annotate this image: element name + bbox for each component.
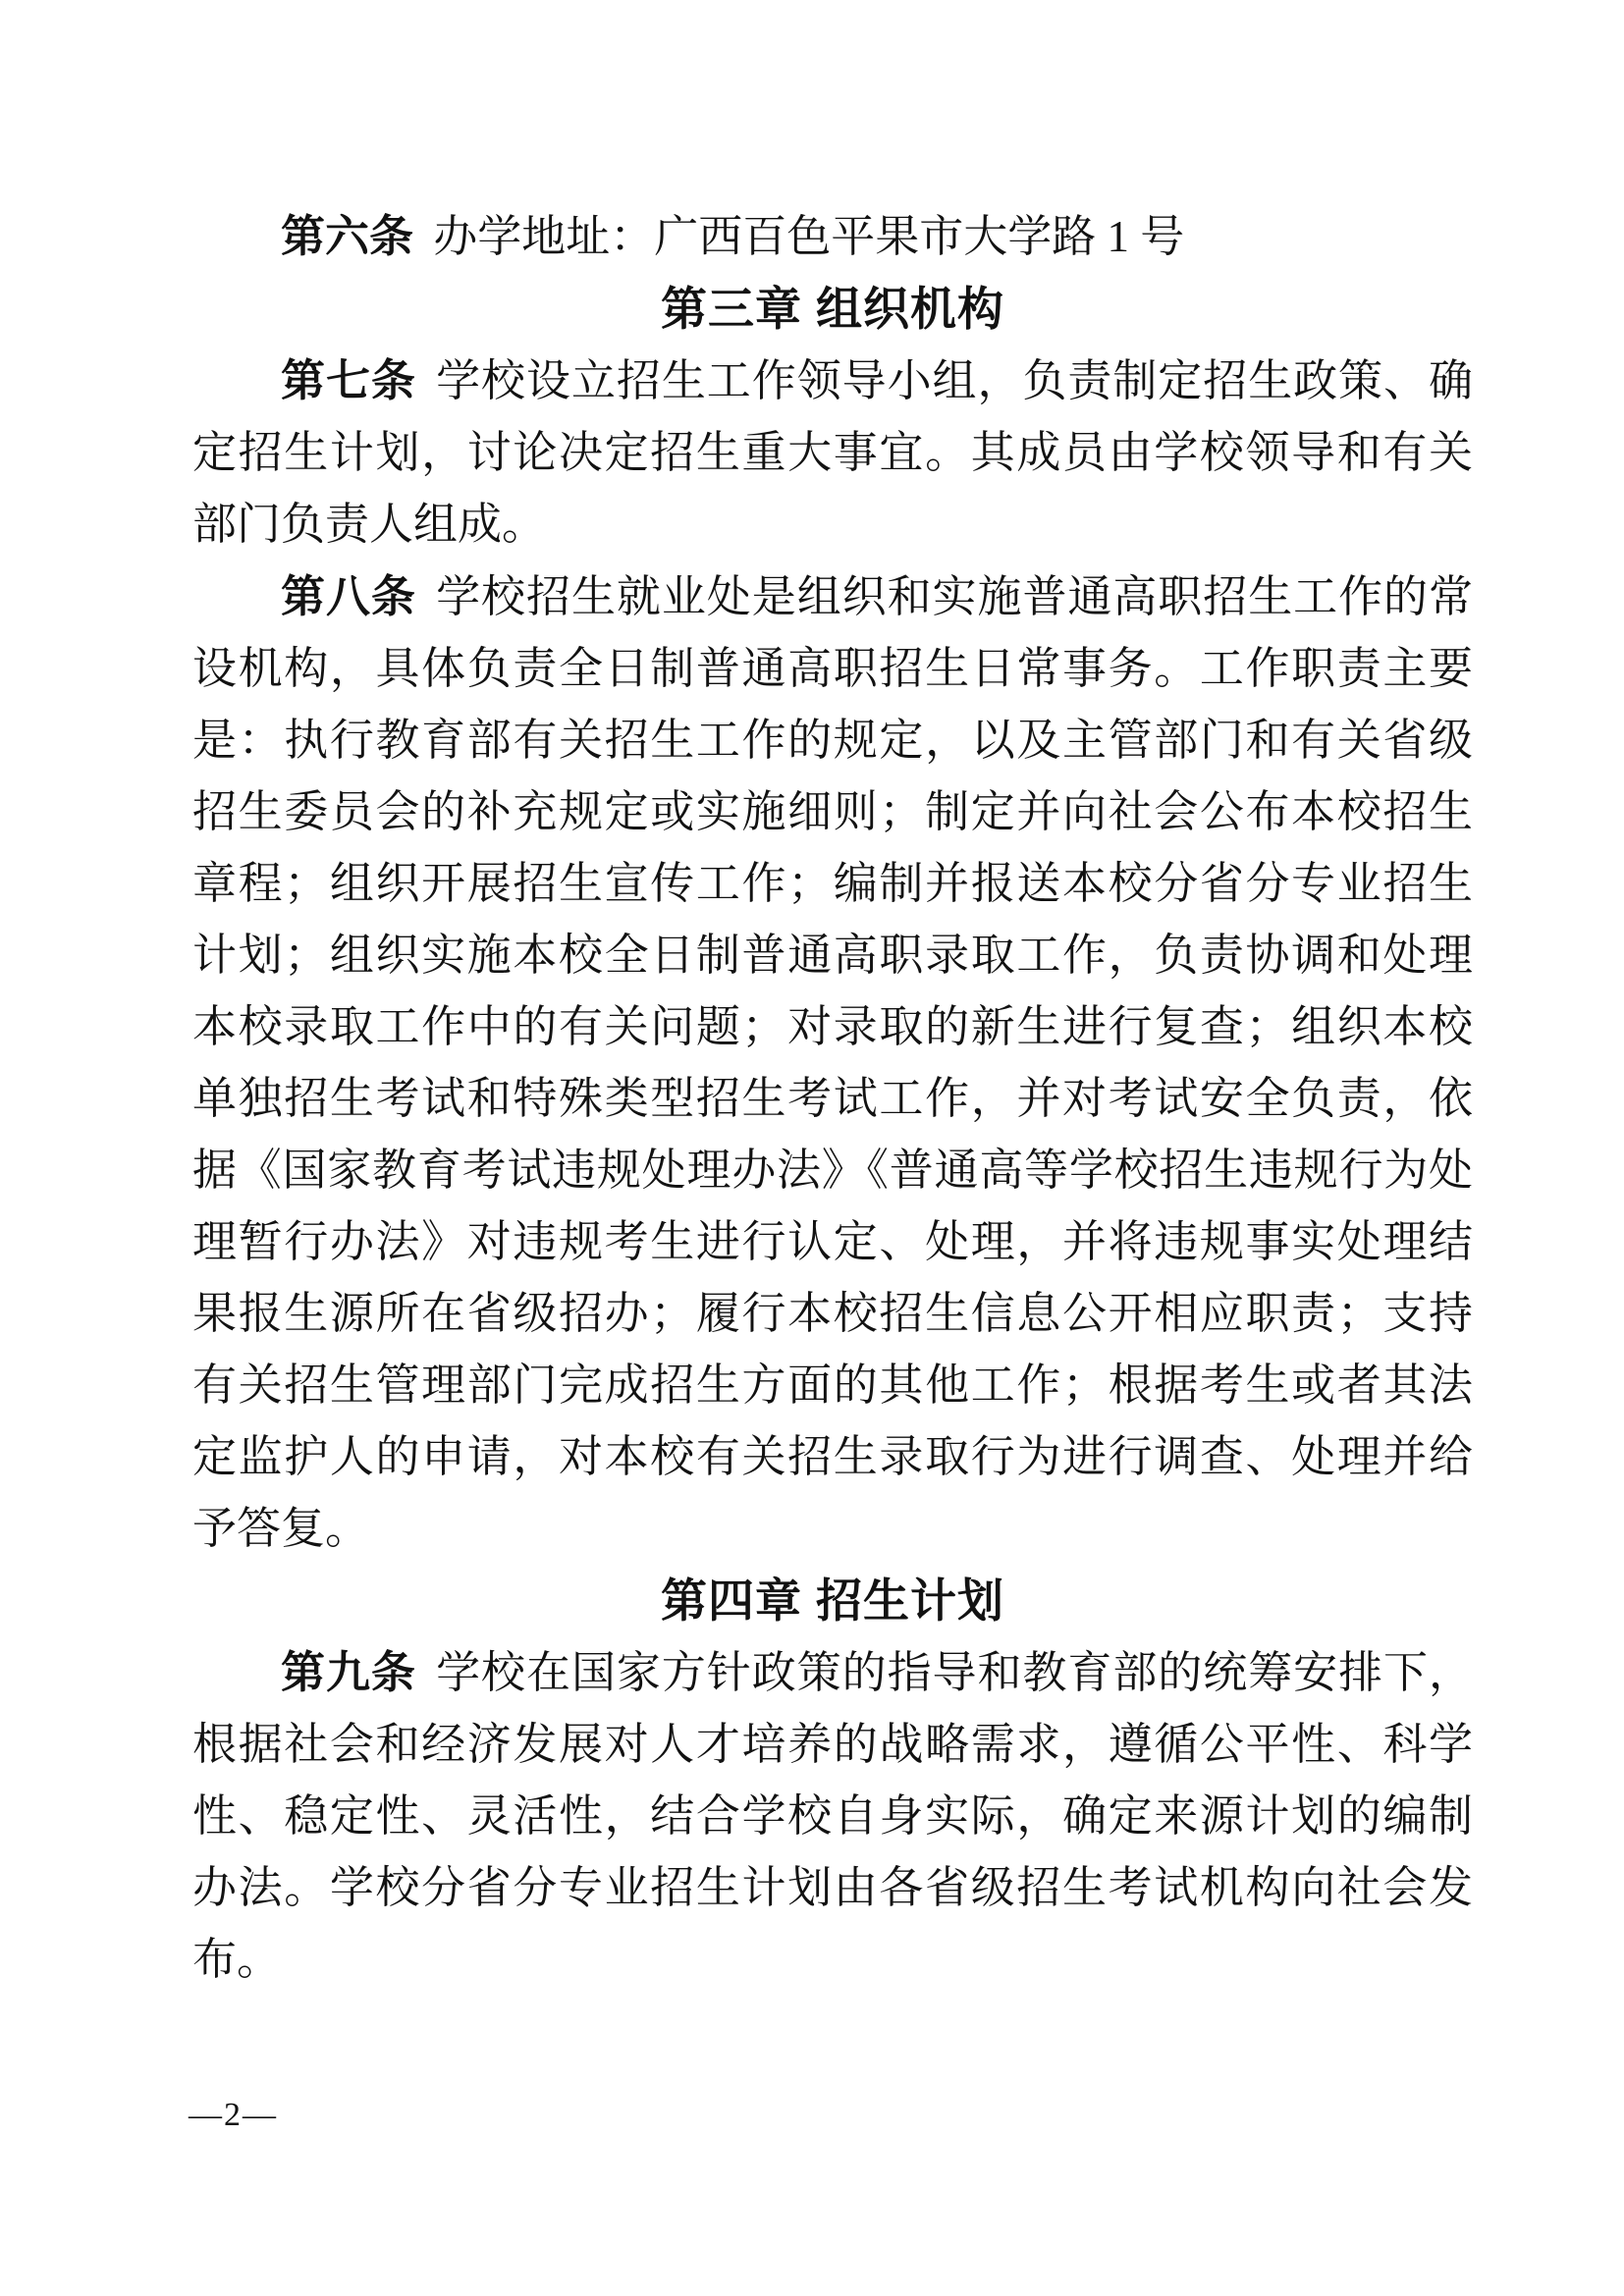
article-number-label: 第六条 (281, 211, 414, 261)
article-paragraph-9 (192, 1636, 1473, 1996)
chapter-heading-4: 第四章 招生计划 (660, 1575, 1005, 1627)
article-text: 办学地址：广西百色平果市大学路 1 号 (433, 212, 1185, 261)
article-number-label: 第九条 (281, 1647, 416, 1697)
page-number: —2— (189, 2097, 278, 2133)
article-text: 学校招生就业处是组织和实施普通高职招生工作的常设机构，具体负责全日制普通高职招生日常事务。工作职责主要是：执行教育部有关招生工作的规定，以及主管部门和有关省级招生委员会的补充规定或实施细则；制定并向社会公布本校招生章程；组织开展招生宣传工作；编制并报送本校分省分专业招生计划；组织实施本校全日制普通高职录取工作，负责协调和处理本校录取工作中的有关问题；对录取的新生进行复查；组织本校单独招生考试和特殊类型招生考试工作，并对考试安全负责，依据《国家教育考试违规处理办法》《普通高等学校招生违规行为处理暂行办法》对违规考生进行认定、处理，并将违规事实处理结果报生源所在省级招办；履行本校招生信息公开相应职责；支持有关招生管理部门完成招生方面的其他工作；根据考生或者其法定监护人的申请，对本校有关招生录取行为进行调查、处理并给予答复。 (192, 572, 1473, 1553)
article-paragraph-6 (192, 200, 1473, 273)
article-paragraph-7 (192, 345, 1473, 561)
chapter-heading-3: 第三章 组织机构 (660, 283, 1005, 335)
article-text: 学校设立招生工作领导小组，负责制定招生政策、确定招生计划，讨论决定招生重大事宜。其成员由学校领导和有关部门负责人组成。 (192, 356, 1473, 549)
article-number-label: 第八条 (281, 571, 416, 621)
article-number-label: 第七条 (281, 355, 416, 405)
article-paragraph-8 (192, 561, 1473, 1565)
document-content (192, 200, 1473, 1996)
article-text: 学校在国家方针政策的指导和教育部的统筹安排下，根据社会和经济发展对人才培养的战略需求，遵循公平性、科学性、稳定性、灵活性，结合学校自身实际，确定来源计划的编制办法。学校分省分专业招生计划由各省级招生考试机构向社会发布。 (192, 1648, 1473, 1984)
